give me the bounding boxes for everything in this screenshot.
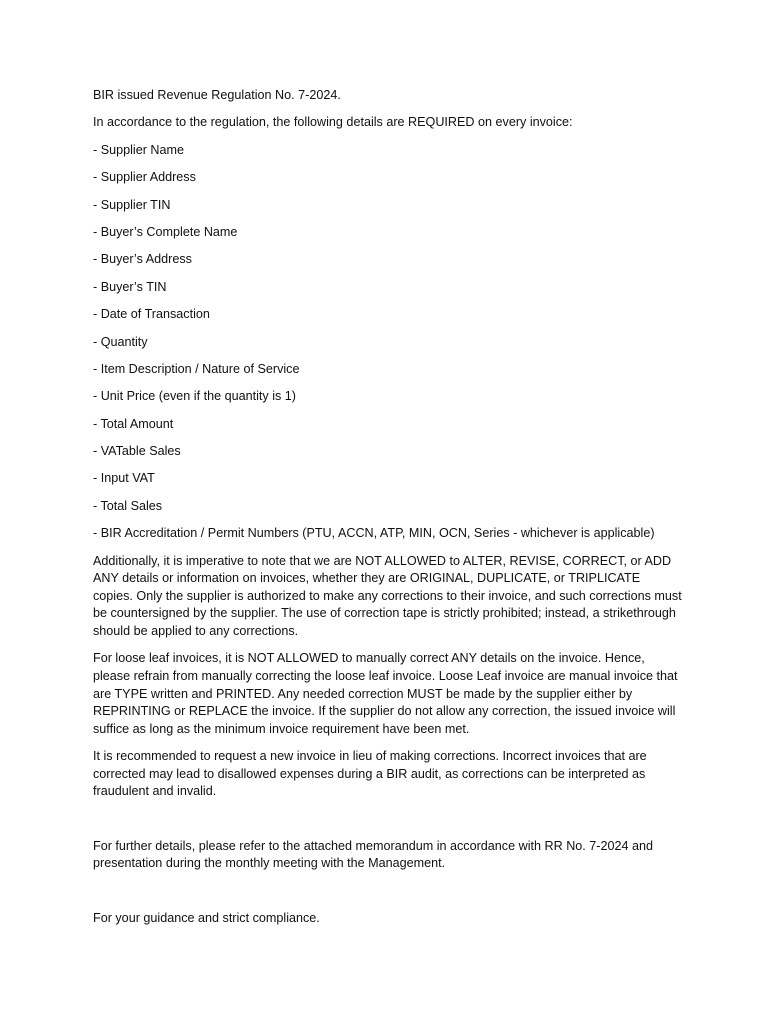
blank-line <box>93 811 683 838</box>
list-item: - Quantity <box>93 334 148 349</box>
list-item: - Total Amount <box>93 416 174 431</box>
paragraph-loose-leaf: For loose leaf invoices, it is NOT ALLOWED to manually correct ANY details on the invoice. Hence, please refrain from manually correcting the loose leaf invoice. Loose Leaf invoice are manual invoice that are TYPE written and PRINTED. Any needed correction MUST be made by the supplier either by REPRINTING or REPLACE the invoice. If the supplier do not allow any correction, the issued invoice will suffice as long as the minimum invoice requirement have been met. <box>93 651 678 736</box>
closing-line: For your guidance and strict compliance. <box>93 910 320 925</box>
list-item: - Item Description / Nature of Service <box>93 361 300 376</box>
list-item: - Unit Price (even if the quantity is 1) <box>93 389 296 404</box>
list-item: - Buyer’s TIN <box>93 279 167 294</box>
document-body <box>93 87 683 937</box>
paragraph-recommend: It is recommended to request a new invoice in lieu of making corrections. Incorrect invoices that are corrected may lead to disallowed expenses during a BIR audit, as corrections can be interpreted as fraudulent and invalid. <box>93 749 647 799</box>
intro-line: BIR issued Revenue Regulation No. 7-2024. <box>93 88 341 102</box>
list-item: - BIR Accreditation / Permit Numbers (PTU, ACCN, ATP, MIN, OCN, Series - whichever is applicable) <box>93 526 655 541</box>
list-item: - VATable Sales <box>93 444 181 459</box>
list-item: - Buyer’s Address <box>93 252 192 267</box>
list-item: - Date of Transaction <box>93 307 210 322</box>
list-item: - Supplier Address <box>93 170 196 185</box>
list-item: - Supplier TIN <box>93 197 171 212</box>
list-item: - Total Sales <box>93 498 163 513</box>
list-item: - Supplier Name <box>93 142 184 157</box>
list-item: - Buyer’s Complete Name <box>93 224 238 239</box>
paragraph-further: For further details, please refer to the attached memorandum in accordance with RR No. 7-2024 and presentation during the monthly meeting with the Management. <box>93 838 654 871</box>
paragraph-additional: Additionally, it is imperative to note that we are NOT ALLOWED to ALTER, REVISE, CORRECT, or ADD ANY details or information on invoices, whether they are ORIGINAL, DUPLICATE, or TRIPLICATE copies. Only the supplier is authorized to make any corrections to their invoice, and such corrections must be countersigned by the supplier. The use of correction tape is strictly prohibited; instead, a strikethrough should be applied to any corrections. <box>93 553 682 639</box>
blank-line <box>93 883 683 910</box>
required-items-list <box>93 142 683 543</box>
requirement-lead: In accordance to the regulation, the following details are REQUIRED on every invoice: <box>93 115 573 130</box>
list-item: - Input VAT <box>93 471 155 486</box>
